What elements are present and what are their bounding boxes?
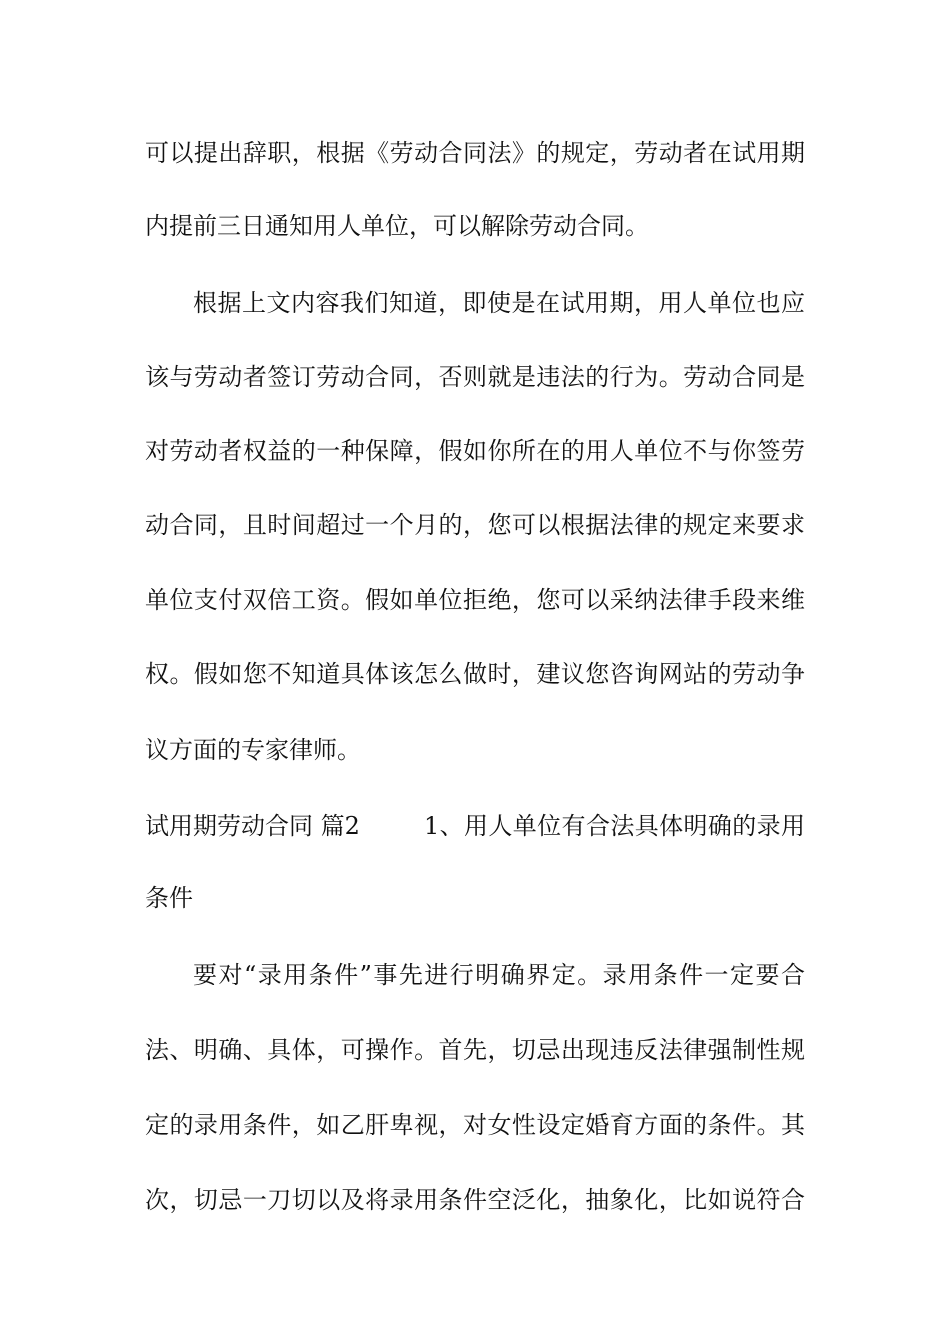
paragraph-2-line-1: 根据上文内容我们知道，即使是在试用期，用人单位也应 <box>193 289 805 317</box>
paragraph-4-line-3: 定的录用条件，如乙肝卑视，对女性设定婚育方面的条件。其 <box>145 1111 805 1139</box>
paragraph-2-line-2: 该与劳动者签订劳动合同，否则就是违法的行为。劳动合同是 <box>145 363 805 391</box>
paragraph-2-line-7: 议方面的专家律师。 <box>145 736 361 764</box>
section-heading-row <box>145 806 805 846</box>
paragraph-4-line-2: 法、明确、具体，可操作。首先，切忌出现违反法律强制性规 <box>145 1036 805 1064</box>
section-title: 试用期劳动合同 篇2 <box>145 812 360 840</box>
paragraph-2-line-6: 权。假如您不知道具体该怎么做时，建议您咨询网站的劳动争 <box>145 660 805 688</box>
paragraph-2-line-5: 单位支付双倍工资。假如单位拒绝，您可以采纳法律手段来维 <box>145 586 805 614</box>
paragraph-2-line-3: 对劳动者权益的一种保障，假如你所在的用人单位不与你签劳 <box>145 437 805 465</box>
paragraph-1-line-2: 内提前三日通知用人单位，可以解除劳动合同。 <box>145 212 649 240</box>
paragraph-2-line-4: 动合同，且时间超过一个月的，您可以根据法律的规定来要求 <box>145 511 805 539</box>
paragraph-1-line-1: 可以提出辞职，根据《劳动合同法》的规定，劳动者在试用期 <box>145 139 805 167</box>
paragraph-4-line-4: 次，切忌一刀切以及将录用条件空泛化，抽象化，比如说符合 <box>145 1186 805 1214</box>
section-item-1-line-1: 1、用人单位有合法具体明确的录用 <box>424 812 805 840</box>
section-item-1-line-2: 条件 <box>145 884 193 912</box>
paragraph-4-line-1: 要对“录用条件”事先进行明确界定。录用条件一定要合 <box>193 961 805 989</box>
